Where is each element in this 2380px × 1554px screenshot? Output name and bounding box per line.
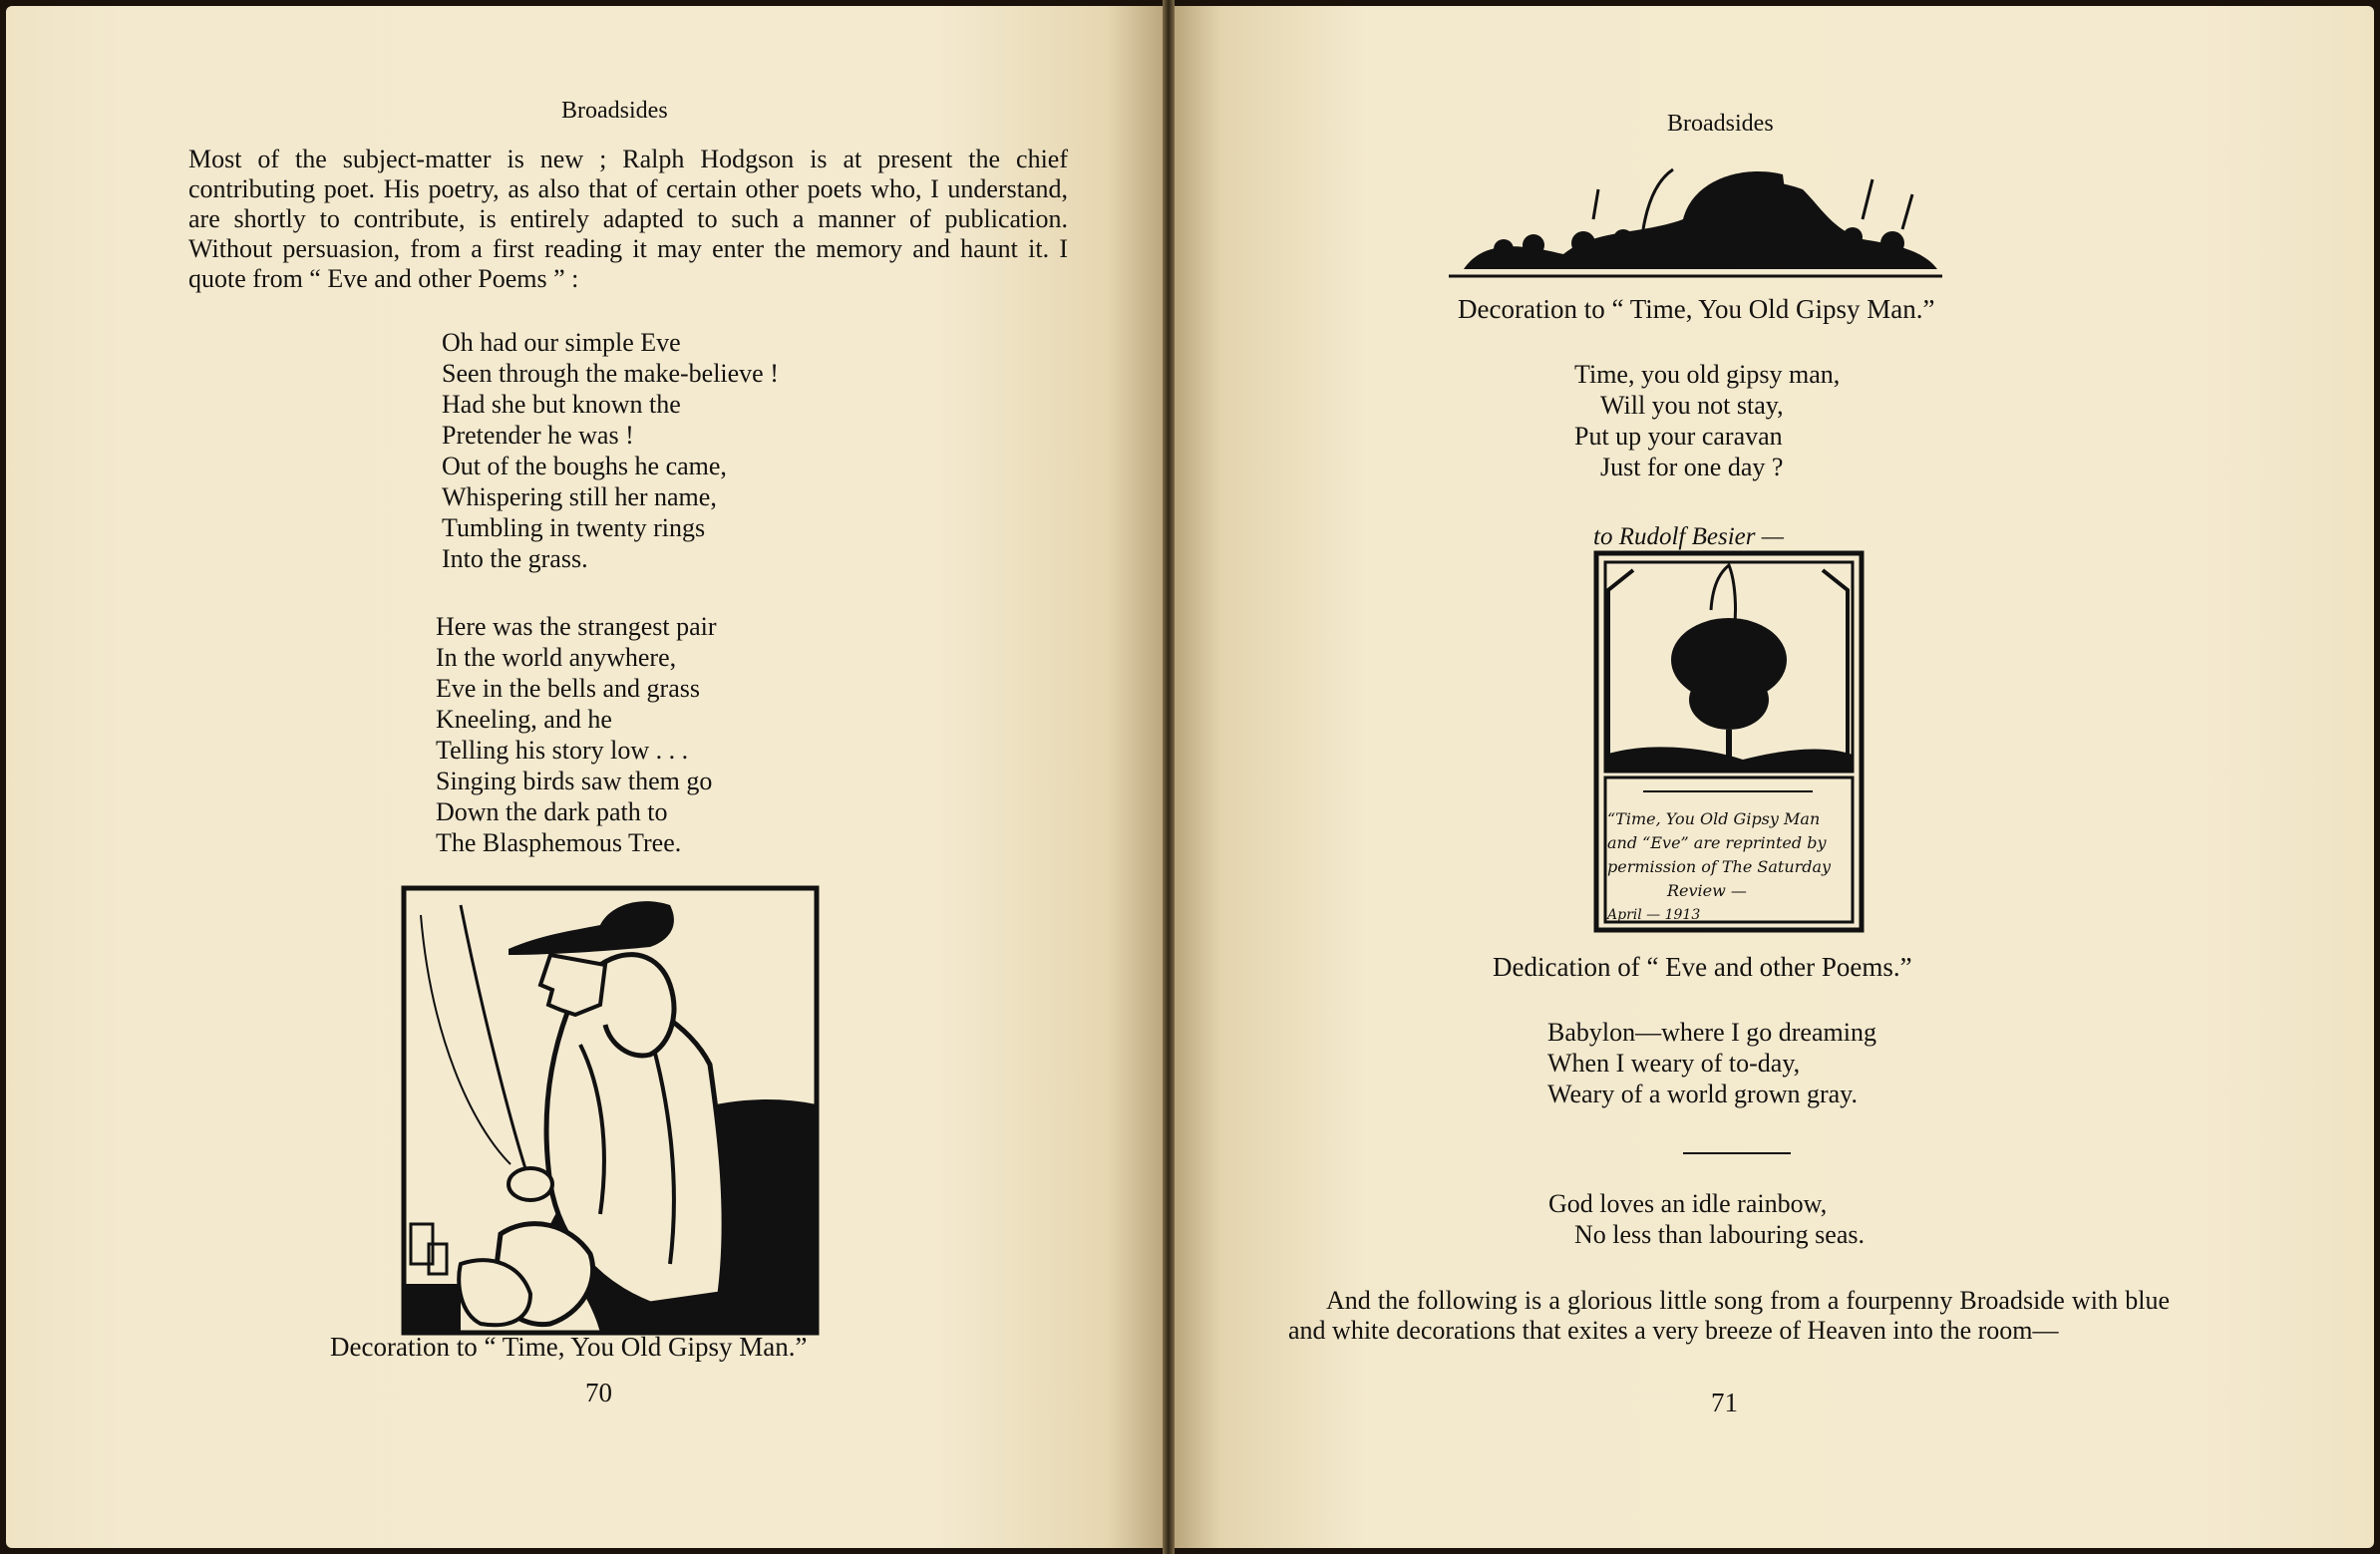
section-divider — [1683, 1152, 1791, 1154]
left-caption: Decoration to “ Time, You Old Gipsy Man.” — [330, 1332, 808, 1362]
right-caption-top: Decoration to “ Time, You Old Gipsy Man.” — [1458, 294, 1935, 324]
left-stanza-2: Here was the strangest pair In the world anywhere, Eve in the bells and grass Kneeling, and he Telling his story low . . . Singing birds saw them go Down the dark path to The Blasphemous Tree. — [436, 612, 717, 857]
caravan-crowd-decoration — [1444, 159, 1947, 281]
dedication-drawing — [1593, 550, 1865, 933]
right-stanza-2: Babylon—where I go dreaming When I weary of to-day, Weary of a world grown gray. — [1547, 1018, 1876, 1108]
right-stanza-1: Time, you old gipsy man, Will you not stay, Put up your caravan Just for one day ? — [1574, 360, 1841, 481]
right-page-number: 71 — [1711, 1388, 1738, 1417]
dedication-heading: to Rudolf Besier — — [1593, 523, 1784, 550]
right-running-head: Broadsides — [1667, 111, 1774, 137]
right-caption-middle: Dedication of “ Eve and other Poems.” — [1493, 952, 1912, 982]
left-running-head: Broadsides — [561, 98, 668, 124]
gipsy-man-woodcut — [401, 885, 820, 1336]
left-paragraph: Most of the subject-matter is new ; Ralph Hodgson is at present the chief contributing poet. His poetry, as also that of certain other poets who, I understand, are shortly to contribute, is entirely adapted to such a manner of publication. Without persuasion, from a first reading it may enter the memory and haunt it. I quote from “ Eve and other Poems ” : — [188, 145, 1068, 293]
right-stanza-3: God loves an idle rainbow, No less than labouring seas. — [1548, 1189, 1866, 1249]
book-gutter — [1163, 0, 1175, 1554]
right-paragraph: And the following is a glorious little song from a fourpenny Broadside with blue and white decorations that exites a very breeze of Heaven into the room— — [1288, 1286, 2170, 1345]
dedication-date: April — 1913 — [1607, 907, 1701, 923]
left-stanza-1: Oh had our simple Eve Seen through the make-believe ! Had she but known the Pretender he was ! Out of the boughs he came, Whispering still her name, Tumbling in twenty rings Into the grass. — [442, 328, 779, 573]
left-page-number: 70 — [585, 1378, 612, 1407]
dedication-inscription: “Time, You Old Gipsy Man and “Eve” are reprinted by permission of The Saturday Review — April — 1913 — [1607, 807, 1851, 927]
